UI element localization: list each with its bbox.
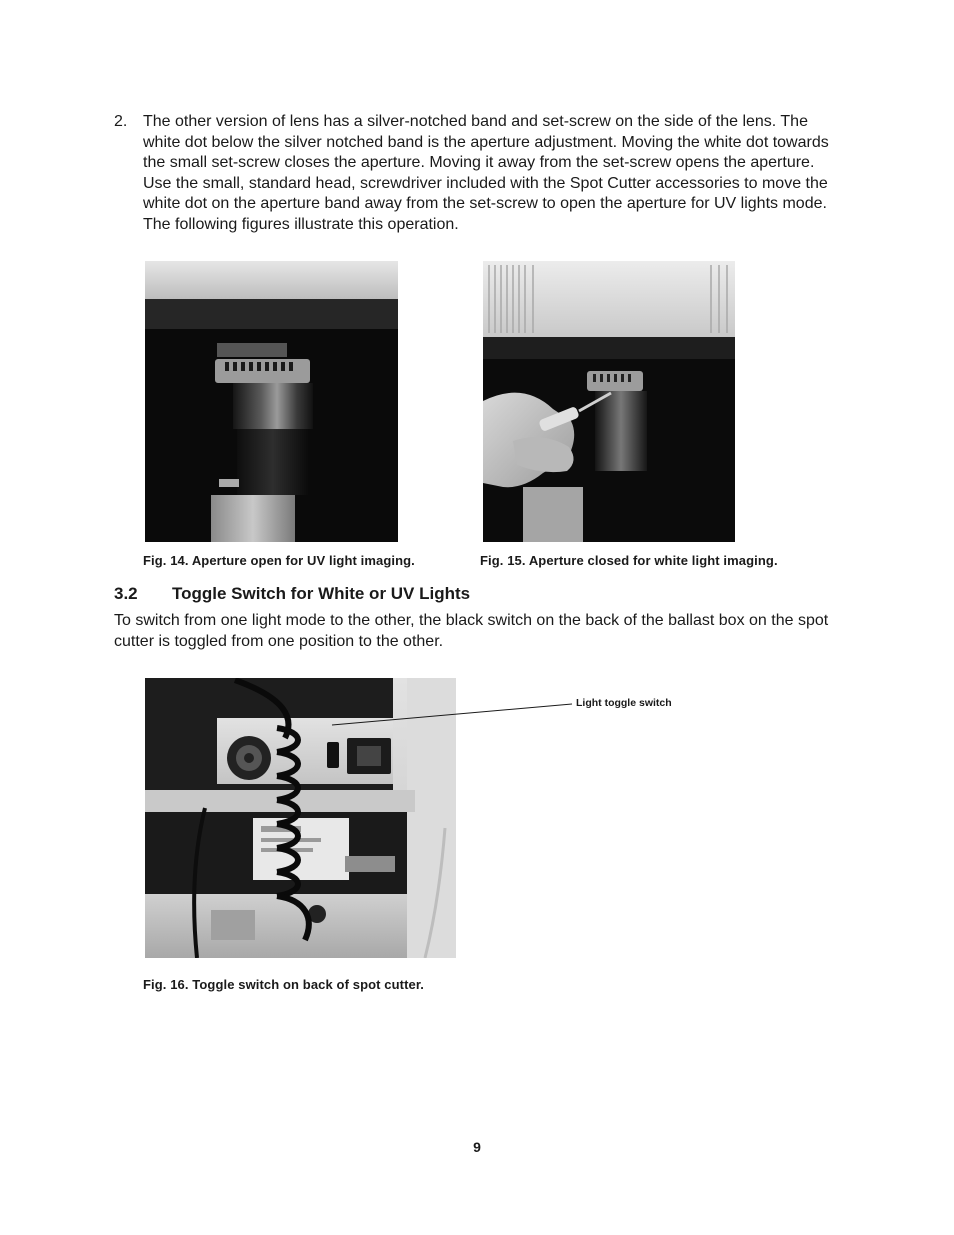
light-toggle-switch-label: Light toggle switch (576, 697, 672, 709)
section-number: 3.2 (114, 584, 138, 603)
step-text: The other version of lens has a silver-notched band and set-screw on the side of the lens. The white dot below the silver notched band is the aperture adjustment. Moving the white dot towards the small set-screw closes the aperture. Moving it away from the set-screw opens the aperture. Use the small, standard head, screwdriver included with the Spot Cutter accessories to move the white dot on the aperture band away from the set-screw to open the aperture for UV lights mode. The following figures illustrate this operation. (143, 113, 829, 233)
fig15-caption: Fig. 15. Aperture closed for white light imaging. (480, 553, 778, 568)
section-title: Toggle Switch for White or UV Lights (172, 584, 471, 603)
fig14-photo (145, 261, 398, 542)
fig14-caption: Fig. 14. Aperture open for UV light imaging. (143, 553, 415, 568)
fig15-photo (483, 261, 735, 542)
fig16-caption: Fig. 16. Toggle switch on back of spot cutter. (143, 977, 425, 992)
section-body: To switch from one light mode to the other, the black switch on the back of the ballast box on the spot cutter is toggled from one position to the other. (114, 612, 829, 650)
fig14-lens-illustration (145, 261, 398, 542)
fig16-photo (145, 678, 456, 958)
section-heading (114, 584, 470, 604)
step-number: 2. (114, 113, 128, 130)
fig15-lens-illustration (483, 261, 735, 542)
step-2-paragraph (114, 112, 844, 236)
page-number: 9 (473, 1139, 481, 1155)
fig16-spot-cutter-illustration (145, 678, 456, 958)
